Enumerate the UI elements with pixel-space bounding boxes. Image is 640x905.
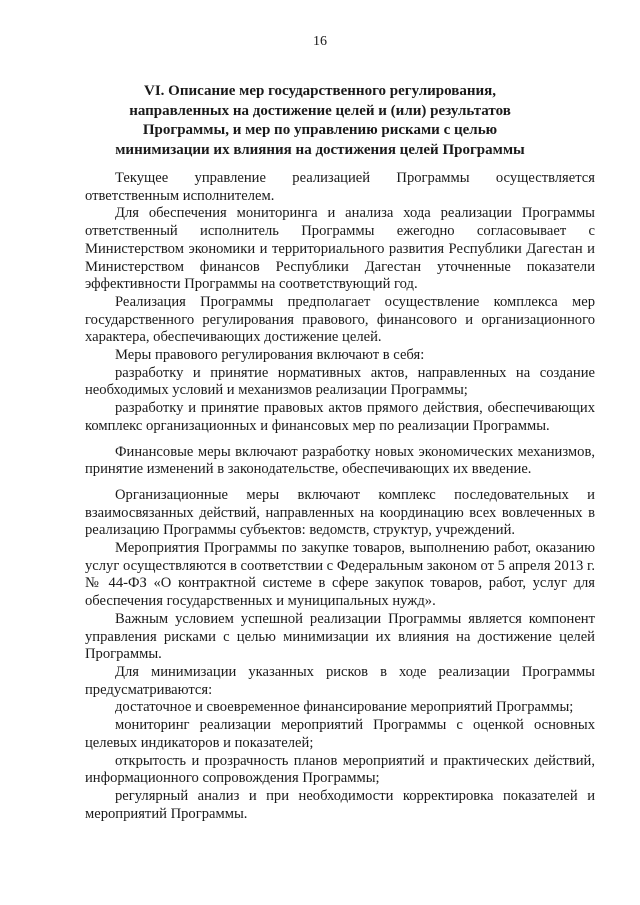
heading-line: VI. Описание мер государственного регулирования, bbox=[144, 83, 496, 99]
paragraph: Важным условием успешной реализации Программы является компонент управления рисками с целью минимизации их влияния на достижение целей Программы. bbox=[85, 610, 595, 663]
paragraph: достаточное и своевременное финансирование мероприятий Программы; bbox=[115, 699, 574, 716]
paragraph: разработку и принятие правовых актов прямого действия, обеспечивающих комплекс организационных и финансовых мер по реализации Программы. bbox=[85, 400, 595, 434]
paragraph: Мероприятия Программы по закупке товаров, выполнению работ, оказанию услуг осуществляются в соответствии с Федеральным законом от 5 апреля 2013 г. № 44-ФЗ «О контрактной системе в сфере закупок товаров, работ, услуг для обеспечения государственных и муниципальных нужд». bbox=[85, 540, 595, 610]
paragraph: открытость и прозрачность планов мероприятий и практических действий, информационного сопровождения Программы; bbox=[85, 752, 595, 787]
paragraph: Для минимизации указанных рисков в ходе реализации Программы предусматриваются: bbox=[85, 663, 595, 698]
body-text bbox=[85, 170, 595, 823]
section-heading bbox=[60, 82, 580, 160]
heading-line: минимизации их влияния на достижения целей Программы bbox=[115, 141, 525, 158]
paragraph: регулярный анализ и при необходимости корректировка показателей и мероприятий Программы. bbox=[85, 787, 595, 822]
paragraph: Текущее управление реализацией Программы осуществляется ответственным исполнителем. bbox=[85, 170, 595, 204]
heading-line: направленных на достижение целей и (или) результатов bbox=[129, 102, 511, 119]
paragraph: Организационные меры включают комплекс последовательных и взаимосвязанных действий, направленных на координацию всех вовлеченных в реализацию Программы субъектов: ведомств, структур, учреждений. bbox=[85, 486, 595, 539]
paragraph: мониторинг реализации мероприятий Программы с оценкой основных целевых индикаторов и показателей; bbox=[85, 717, 595, 751]
paragraph: Для обеспечения мониторинга и анализа хода реализации Программы ответственный исполнитель Программы ежегодно согласовывает с Министерством экономики и территориального развития Республики Дагестан и Министерством финансов Республики Дагестан уточненные показатели эффективности Программы на соответствующий год. bbox=[85, 205, 595, 293]
paragraph: разработку и принятие нормативных актов, направленных на создание необходимых условий и механизмов реализации Программы; bbox=[85, 364, 595, 399]
paragraph: Меры правового регулирования включают в себя: bbox=[115, 347, 425, 364]
heading-line: Программы, и мер по управлению рисками с целью bbox=[142, 122, 498, 138]
paragraph: Реализация Программы предполагает осуществление комплекса мер государственного регулирования правового, финансового и организационного характера, обеспечивающих достижение целей. bbox=[85, 293, 595, 346]
paragraph: Финансовые меры включают разработку новых экономических механизмов, принятие изменений в законодательстве, обеспечивающих их введение. bbox=[85, 443, 595, 478]
page-number: 16 bbox=[313, 34, 327, 49]
